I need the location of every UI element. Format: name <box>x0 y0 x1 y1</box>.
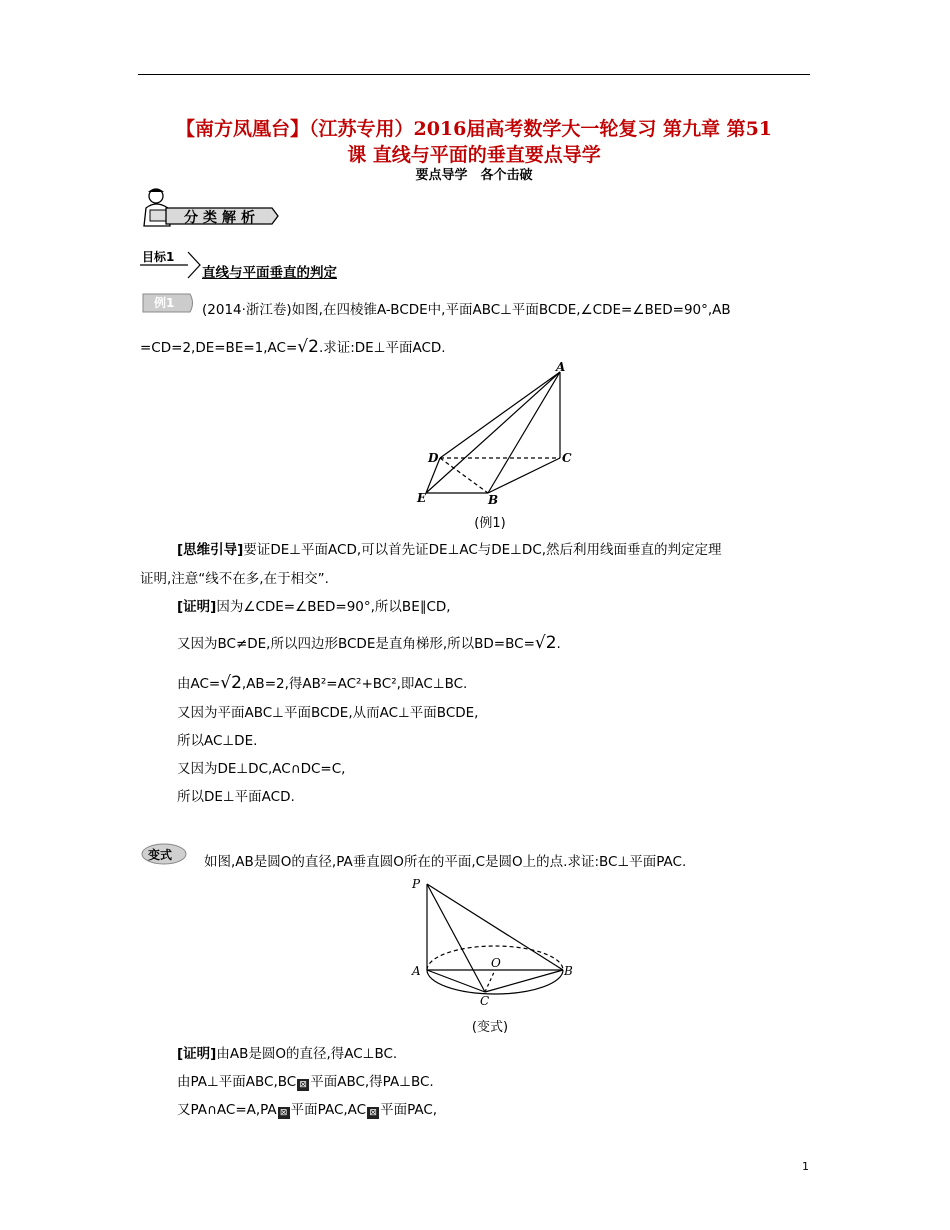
proof1-line-1 <box>177 597 451 617</box>
vertex-label-d: D <box>428 451 439 465</box>
proof2-text-3b: 平面PAC,AC <box>290 1102 367 1118</box>
variant-badge <box>140 841 192 873</box>
variant-badge-label: 变式 <box>148 848 173 862</box>
hint-text-1: 要证DE⊥平面ACD,可以首先证DE⊥AC与DE⊥DC,然后利用线面垂直的判定定理 <box>243 542 722 558</box>
proof1-text-3a: 由AC= <box>177 676 221 692</box>
center-label-o: O <box>491 956 501 970</box>
target-heading <box>140 248 380 280</box>
header-rule <box>138 74 810 75</box>
example1-pyramid-figure <box>410 358 580 508</box>
proof1-line-3 <box>177 673 467 694</box>
proof2-line-2 <box>177 1072 434 1092</box>
hint-tag: [思维引导] <box>177 542 244 558</box>
example1-line-1: (2014·浙江卷)如图,在四棱锥A-BCDE中,平面ABC⊥平面BCDE,∠CDE=∠BED=90°,AB <box>202 302 731 318</box>
vertex-label-c: C <box>480 994 490 1008</box>
proof1-text-2a: 又因为BC≠DE,所以四边形BCDE是直角梯形,所以BD=BC= <box>177 636 535 652</box>
proof1-line-7: 所以DE⊥平面ACD. <box>177 789 295 805</box>
hint-line-1 <box>177 540 722 560</box>
example1-line-2b: .求证:DE⊥平面ACD. <box>318 340 446 356</box>
proof-tag: [证明] <box>177 1046 217 1062</box>
sqrt-two: √2 <box>534 633 557 653</box>
sqrt-two: √2 <box>297 337 319 357</box>
example1-badge <box>140 290 196 320</box>
variant-caption: (变式) <box>471 1020 509 1035</box>
proof2-text-3a: 又PA∩AC=A,PA <box>177 1102 277 1118</box>
variant-cone-figure <box>405 870 580 1010</box>
hint-line-2: 证明,注意“线不在多,在于相交”. <box>140 571 329 587</box>
proof1-line-6: 又因为DE⊥DC,AC∩DC=C, <box>177 761 346 777</box>
title-line-1: 【南方凤凰台】（江苏专用）2016届高考数学大一轮复习 第九章 第51 <box>175 118 773 140</box>
vertex-label-a: A <box>412 964 421 978</box>
proof1-line-5: 所以AC⊥DE. <box>177 733 258 749</box>
example1-badge-label: 例1 <box>154 296 175 310</box>
section-banner <box>140 186 280 232</box>
vertex-label-a: A <box>556 360 566 374</box>
variant-problem: 如图,AB是圆O的直径,PA垂直圆O所在的平面,C是圆O上的点.求证:BC⊥平面PAC. <box>204 854 687 870</box>
sqrt-two: √2 <box>220 673 242 693</box>
proof2-text-3c: 平面PAC, <box>380 1102 438 1118</box>
example1-line-2a: =CD=2,DE=BE=1,AC= <box>140 340 298 356</box>
vertex-label-b: B <box>564 964 573 978</box>
section-banner-label: 分类解析 <box>184 210 260 226</box>
example1-caption: (例1) <box>474 516 506 531</box>
missing-glyph-icon: ⊠ <box>297 1079 309 1091</box>
proof2-text-1: 由AB是圆O的直径,得AC⊥BC. <box>216 1046 398 1062</box>
vertex-label-c: C <box>562 451 572 465</box>
missing-glyph-icon: ⊠ <box>367 1107 379 1119</box>
proof2-line-3 <box>177 1100 437 1120</box>
document-subtitle: 要点导学 各个击破 <box>415 168 533 183</box>
proof2-text-2a: 由PA⊥平面ABC,BC <box>177 1074 297 1090</box>
title-line-2: 课 直线与平面的垂直要点导学 <box>347 144 601 166</box>
document-title <box>138 116 810 168</box>
proof1-text-3b: ,AB=2,得AB²=AC²+BC²,即AC⊥BC. <box>241 676 468 692</box>
vertex-label-e: E <box>417 491 427 505</box>
missing-glyph-icon: ⊠ <box>278 1107 290 1119</box>
proof2-line-1 <box>177 1044 397 1064</box>
proof1-text-1: 因为∠CDE=∠BED=90°,所以BE∥CD, <box>216 599 451 615</box>
proof1-text-2b: . <box>556 636 561 652</box>
target-title: 直线与平面垂直的判定 <box>202 265 337 281</box>
proof-tag: [证明] <box>177 599 217 615</box>
proof1-line-2 <box>177 633 561 654</box>
page-number: 1 <box>802 1160 809 1173</box>
example1-line-2 <box>140 337 446 358</box>
proof1-line-4: 又因为平面ABC⊥平面BCDE,从而AC⊥平面BCDE, <box>177 705 479 721</box>
vertex-label-b: B <box>488 493 499 507</box>
proof2-text-2b: 平面ABC,得PA⊥BC. <box>310 1074 434 1090</box>
vertex-label-p: P <box>412 877 421 891</box>
target-label: 目标1 <box>142 250 175 264</box>
